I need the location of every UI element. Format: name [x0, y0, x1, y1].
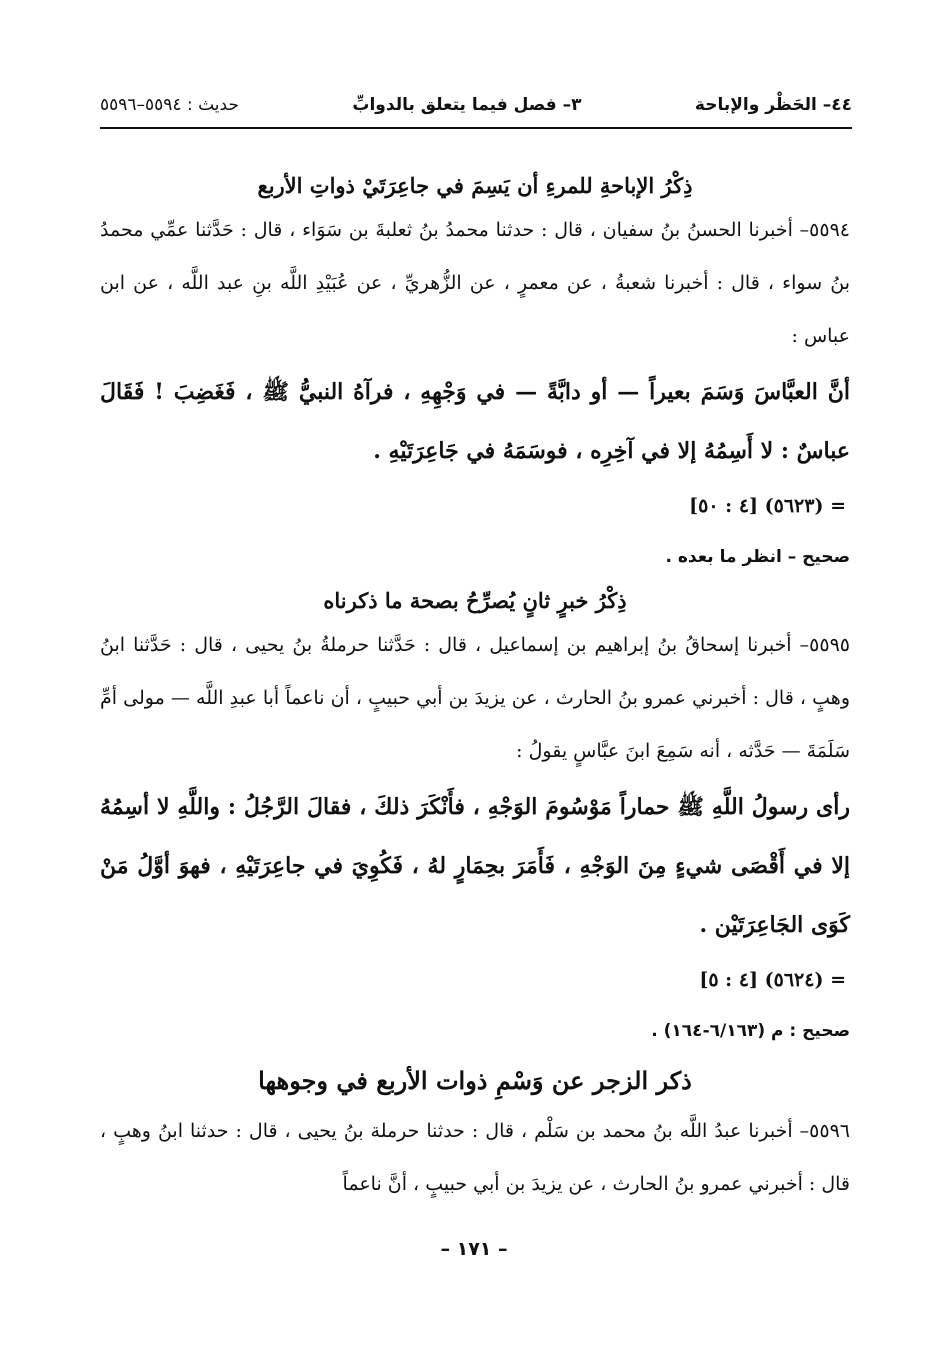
hadith-isnad: ٥٥٩٦– أخبرنا عبدُ اللَّه بنُ محمد بن سَلْم ، قال : حدثنا حرملة بنُ يحيى ، قال : حدثنا ابنُ وهبٍ ، قال : أخبرني عمرو بنُ الحارث ، عن يزيدَ بن أبي حبيبٍ ، أنَّ ناعماً [100, 1120, 850, 1195]
hadith-isnad: ٥٥٩٥– أخبرنا إسحاقُ بنُ إبراهيم بن إسماعيل ، قال : حَدَّثنا حرملةُ بنُ يحيى ، قال : حَدَّثنا ابنُ وهبٍ ، قال : أخبرني عمرو بنُ الحارث ، عن يزيدَ بن أبي حبيبٍ ، أن ناعماً أبا عبدِ اللَّه — مولى أمِّ سَلَمَةَ — حَدَّثه ، أنه سَمِعَ ابنَ عبَّاسٍ يقولُ : [100, 634, 850, 762]
chapter-heading: ذكر الزجر عن وَسْمِ ذوات الأربع في وجوهها [258, 1066, 692, 1095]
header-rule [100, 127, 852, 129]
hadith-reference: = (٥٦٢٤) [٤ : ٥] [699, 969, 846, 991]
section-title: ٣– فصل فيما يتعلق بالدوابِّ [352, 95, 582, 115]
hadith-matn: رأى رسولُ اللَّهِ ﷺ حماراً مَوْسُومَ الوَجْهِ ، فأَنْكَرَ ذلكَ ، فقالَ الرَّجُلُ : واللَّهِ لا أسِمُهُ إلا في أَقْصَى شيءٍ مِنَ الوَجْهِ ، فَأَمَرَ بحِمَارٍ لهُ ، فَكُوِيَ في جاعِرَتَيْهِ ، فهوَ أوَّلُ مَنْ كَوَى الجَاعِرَتَيْن . [100, 794, 850, 938]
page-body [100, 168, 850, 1211]
hadith-grade: صحيح – انظر ما بعده . [665, 547, 850, 567]
page-number: – ١٧١ – [440, 1238, 508, 1260]
chapter-heading: ذِكْرُ خبرٍ ثانٍ يُصرِّحُ بصحة ما ذكرناه [323, 588, 627, 613]
hadith-grade: صحيح : م (٦/١٦٣-١٦٤) . [651, 1021, 850, 1041]
chapter-heading: ذِكْرُ الإباحةِ للمرءِ أن يَسِمَ في جاعِرَتَيْ ذواتِ الأربع [257, 173, 693, 198]
hadith-reference: = (٥٦٢٣) [٤ : ٥٠] [689, 495, 846, 517]
hadith-range: حديث : ٥٥٩٤–٥٥٩٦ [100, 95, 239, 115]
hadith-matn: أنَّ العبَّاسَ وَسَمَ بعيراً — أو دابَّةً — في وَجْهِهِ ، فرآهُ النبيُّ ﷺ ، فَغَضِبَ ! فَقَالَ عباسٌ : لا أَسِمُهُ إلا في آخِرِه ، فوسَمَهُ في جَاعِرَتَيْهِ . [100, 379, 850, 464]
chapter-title: ٤٤– الحَظْر والإباحة [694, 95, 852, 115]
hadith-isnad: ٥٥٩٤– أخبرنا الحسنُ بنُ سفيان ، قال : حدثنا محمدُ بنُ ثعلبةَ بن سَوَاء ، قال : حَدَّثنا عمِّي محمدُ بنُ سواء ، قال : أخبرنا شعبةُ ، عن معمرٍ ، عن الزُّهريِّ ، عن عُبَيْدِ اللَّه بنِ عبد اللَّه ، عن ابن عباس : [100, 219, 850, 347]
running-header [100, 88, 852, 122]
